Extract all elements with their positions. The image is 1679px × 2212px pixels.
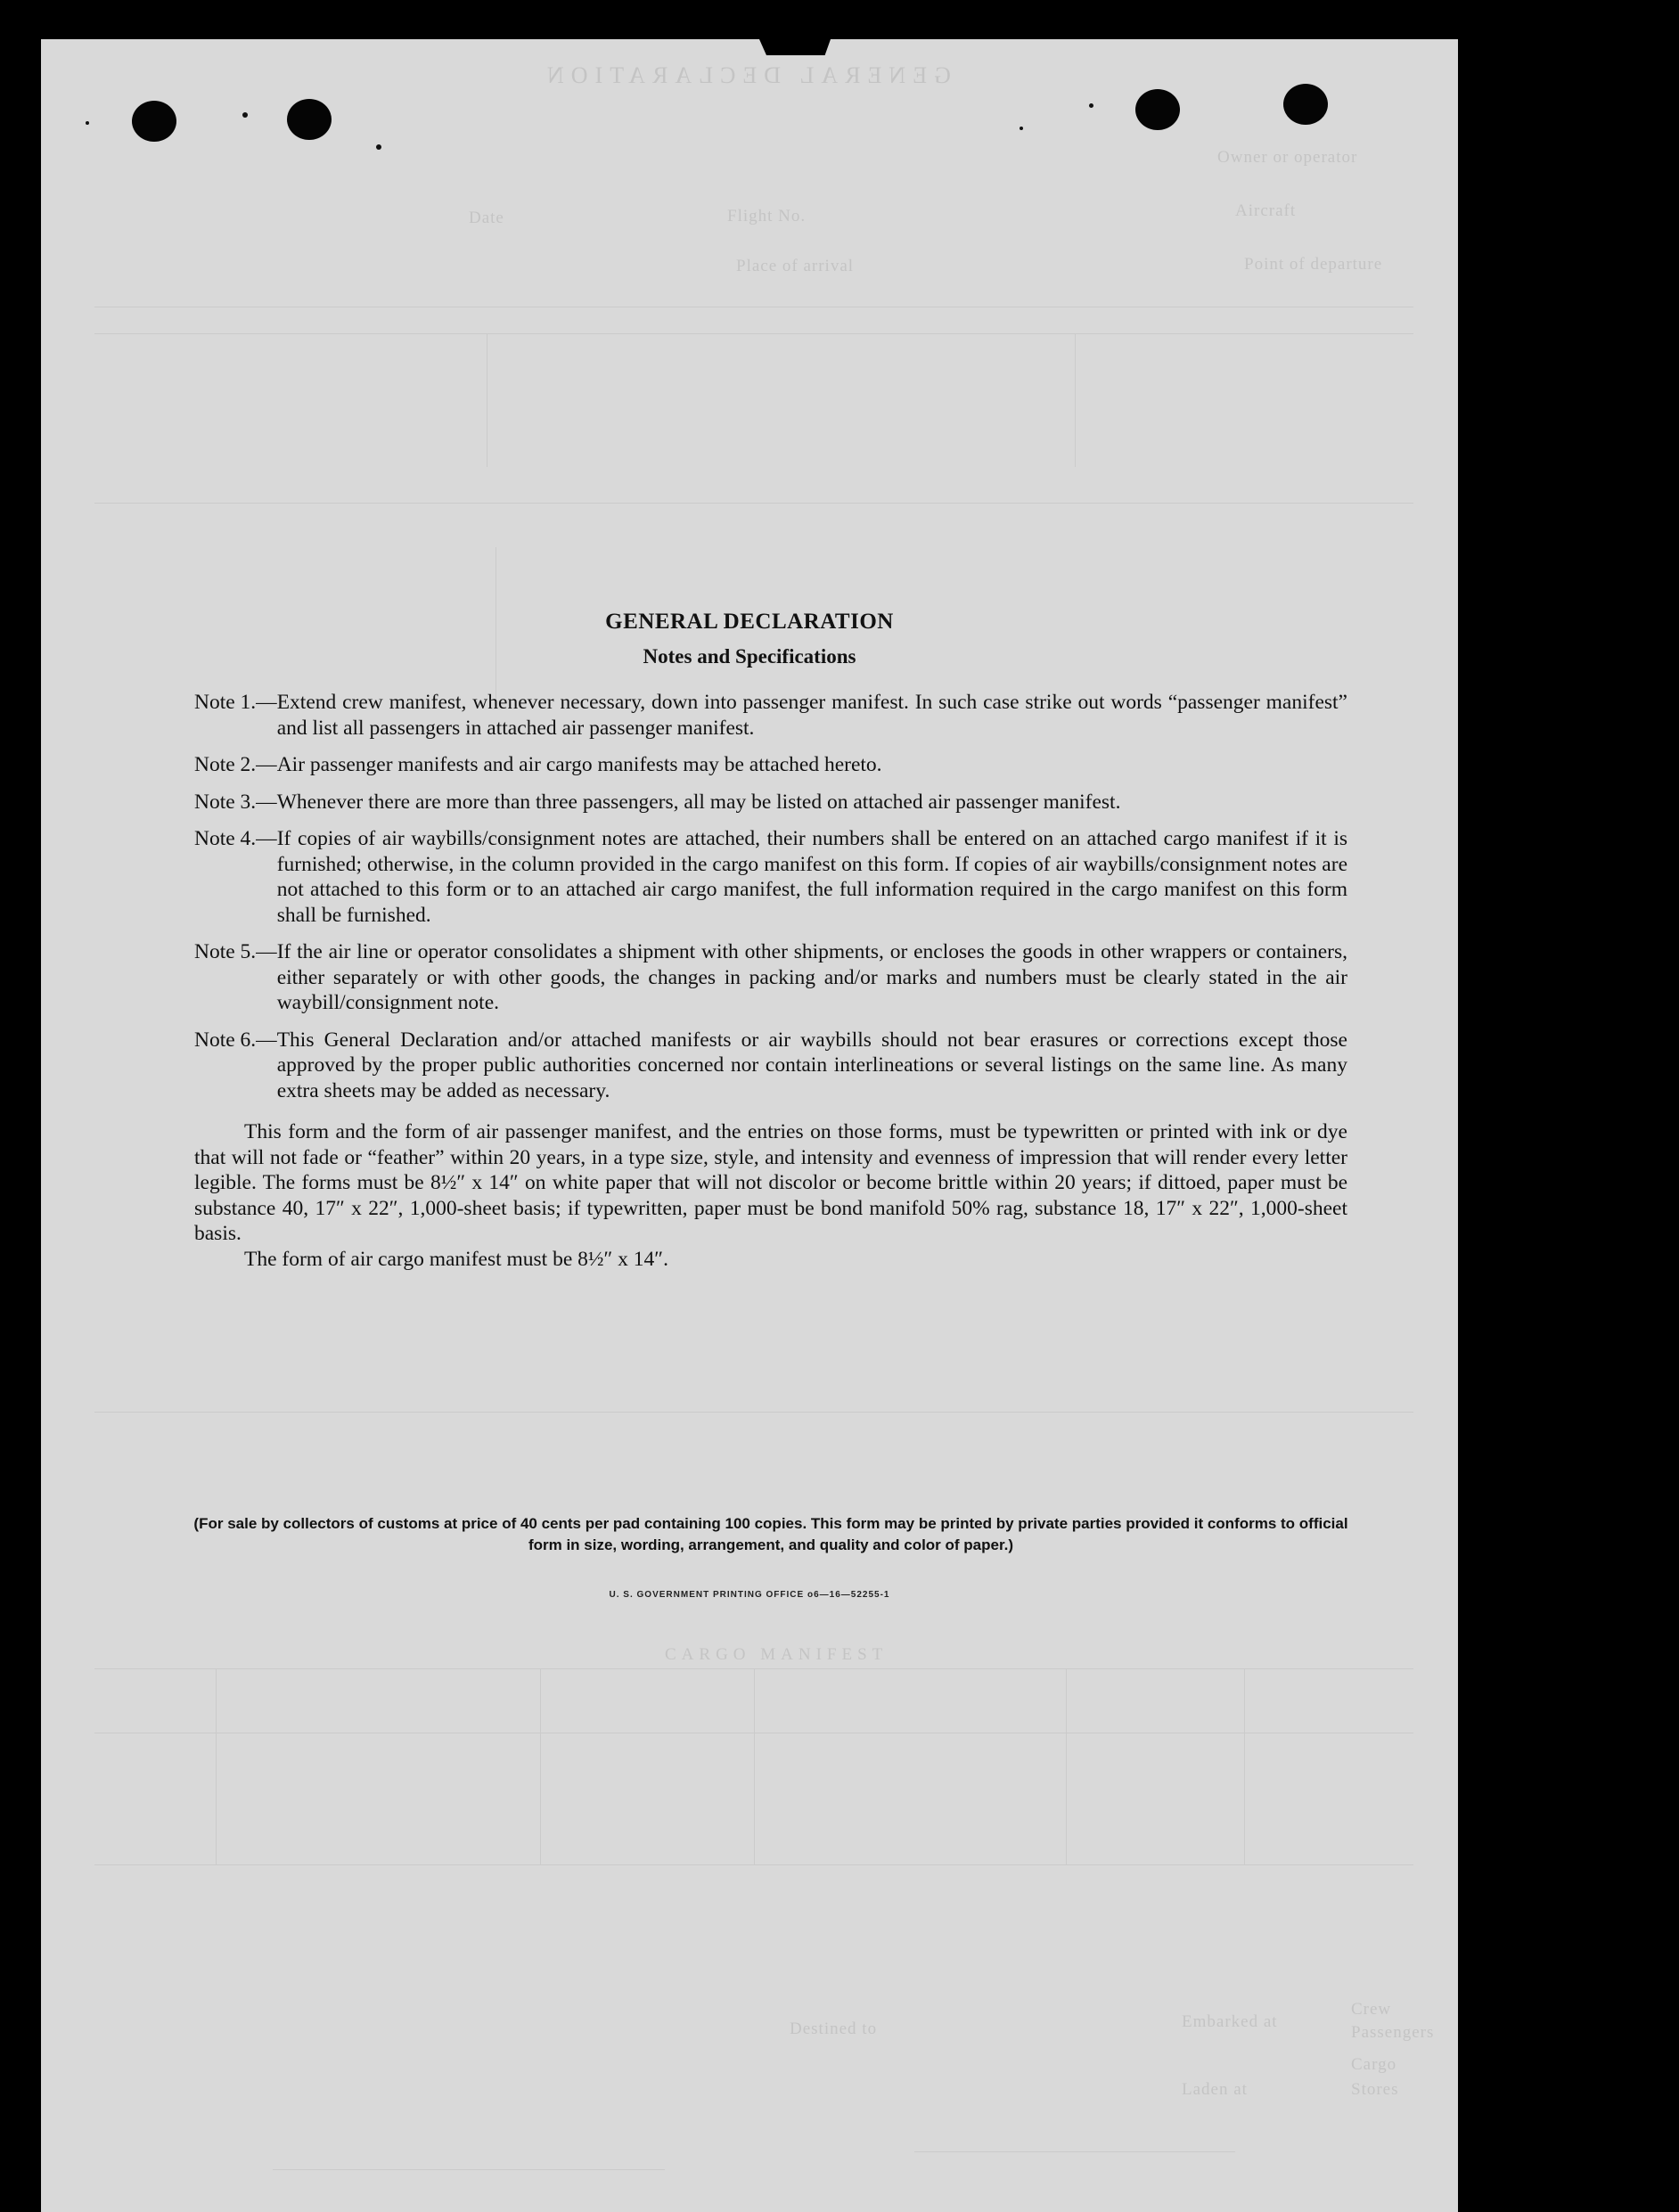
top-edge-notch: [759, 39, 831, 55]
ink-speck: [1020, 127, 1023, 130]
show-through-crew-label: Crew: [1351, 2000, 1392, 2019]
show-through-passengers-label: Passengers: [1351, 2023, 1435, 2042]
note-text: Air passenger manifests and air cargo manifests may be attached hereto.: [276, 753, 882, 776]
note-text: Whenever there are more than three passengers, all may be listed on attached air passenger manifest.: [276, 790, 1121, 814]
page-title: GENERAL DECLARATION: [605, 610, 894, 634]
show-through-rule: [94, 333, 1413, 334]
punch-hole-right-2: [1283, 84, 1328, 125]
note-label: Note 1.—: [194, 691, 277, 714]
note-text: Extend crew manifest, whenever necessary, down into passenger manifest. In such case strike out words “passenger manifest” and list all passengers in attached air passenger manifest.: [276, 691, 1347, 740]
show-through-column-line: [216, 1668, 217, 1864]
note-4: [194, 826, 1347, 928]
show-through-rule: [94, 1412, 1413, 1413]
show-through-embarked-label: Embarked at: [1182, 2012, 1278, 2031]
show-through-rule: [94, 503, 1413, 504]
note-text: If the air line or operator consolidates a shipment with other shipments, or encloses the goods in other wrappers or containers, either separately or with other goods, the changes in packing and/or marks and numbers must be clearly stated in the air waybill/consignment note.: [276, 940, 1347, 1014]
show-through-flight-label: Flight No.: [727, 207, 807, 225]
page-subtitle: Notes and Specifications: [643, 645, 856, 668]
show-through-signature-line: [914, 2151, 1235, 2152]
show-through-column-line: [754, 1668, 755, 1864]
ink-speck: [1089, 103, 1093, 108]
ink-speck: [376, 144, 381, 150]
ink-speck: [242, 112, 248, 118]
note-2: [194, 752, 1347, 778]
note-text: If copies of air waybills/consignment notes are attached, their numbers shall be entered on an attached cargo manifest if it is furnished; otherwise, in the column provided in the cargo manifest on this form. If copies of air waybills/consignment notes are not attached to this form or to an attached air cargo manifest, the full information required in the cargo manifest on this form shall be furnished.: [276, 827, 1347, 927]
note-label: Note 5.—: [194, 940, 277, 963]
cargo-manifest-size-note: The form of air cargo manifest must be 8½″ x 14″.: [244, 1247, 668, 1271]
show-through-column-line: [1075, 333, 1076, 467]
show-through-column-line: [1066, 1668, 1067, 1864]
show-through-aircraft-label: Aircraft: [1235, 201, 1297, 220]
show-through-signature-line: [273, 2169, 665, 2170]
ink-speck: [86, 121, 89, 125]
note-6: [194, 1028, 1347, 1104]
show-through-date-label: Date: [469, 209, 504, 227]
note-3: [194, 790, 1347, 815]
show-through-destined-label: Destined to: [790, 2019, 878, 2038]
punch-hole-left-2: [287, 99, 332, 140]
sale-notice: (For sale by collectors of customs at price of 40 cents per pad containing 100 copies. This form may be printed by private parties provided it conforms to official form in size, wording, arrangement, and quality and color of paper.): [193, 1515, 1348, 1553]
document-page: [41, 39, 1458, 2212]
printer-imprint: U. S. GOVERNMENT PRINTING OFFICE o6—16—52255-1: [609, 1590, 890, 1600]
notes-section: [194, 690, 1347, 1272]
show-through-laden-label: Laden at: [1182, 2080, 1248, 2099]
show-through-column-line: [540, 1668, 541, 1864]
note-label: Note 4.—: [194, 827, 277, 850]
show-through-arrival-label: Place of arrival: [736, 257, 855, 275]
specification-paragraph: This form and the form of air passenger manifest, and the entries on those forms, must be typewritten or printed with ink or dye that will not fade or “feather” within 20 years, in a type size, style, and intensity and evenness of impression that will render every letter legible. The forms must be 8½″ x 14″ on white paper that will not discolor or become brittle within 20 years; if dittoed, paper must be substance 40, 17″ x 22″, 1,000-sheet basis; if typewritten, paper must be bond manifold 50% rag, substance 18, 17″ x 22″, 1,000-sheet basis.: [194, 1120, 1347, 1245]
show-through-cargo-heading: CARGO MANIFEST: [665, 1645, 889, 1664]
note-5: [194, 939, 1347, 1016]
show-through-title: GENERAL DECLARATION: [540, 62, 951, 88]
show-through-stores-label: Stores: [1351, 2080, 1399, 2099]
punch-hole-left-1: [132, 101, 176, 142]
note-label: Note 2.—: [194, 753, 277, 776]
note-label: Note 3.—: [194, 790, 277, 814]
show-through-owner-label: Owner or operator: [1217, 148, 1358, 167]
show-through-rule: [94, 1864, 1413, 1865]
note-label: Note 6.—: [194, 1028, 277, 1052]
show-through-departure-label: Point of departure: [1244, 255, 1383, 274]
note-text: This General Declaration and/or attached manifests or air waybills should not bear erasures or corrections except those approved by the proper public authorities concerned nor contain interlineations or several listings on the same line. As many extra sheets may be added as necessary.: [276, 1028, 1347, 1102]
show-through-column-line: [1244, 1668, 1245, 1864]
note-1: [194, 690, 1347, 741]
show-through-cargo-label: Cargo: [1351, 2055, 1397, 2074]
punch-hole-right-1: [1135, 89, 1180, 130]
